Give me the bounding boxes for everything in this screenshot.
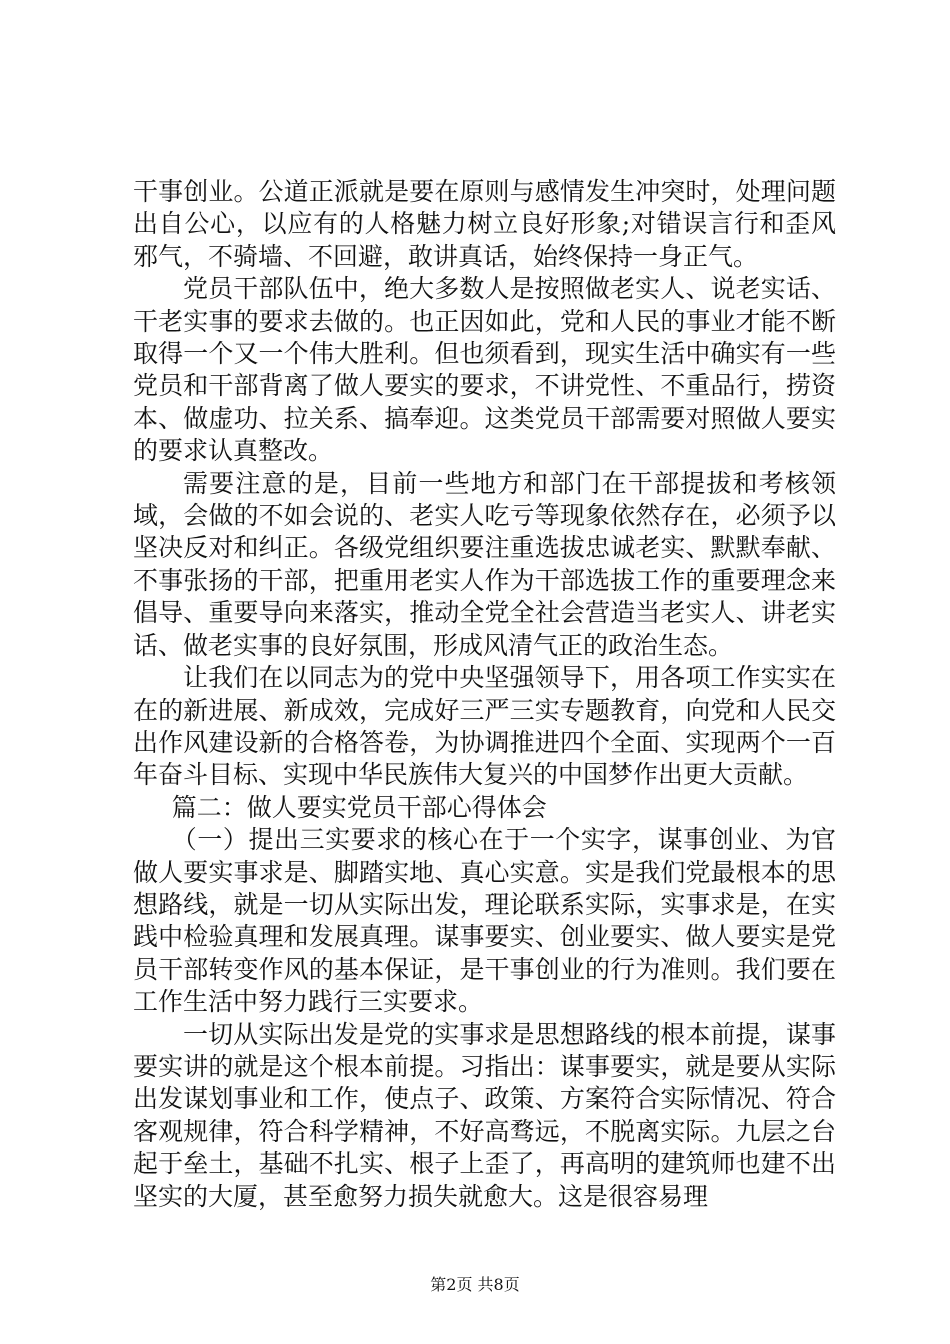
paragraph: （一）提出三实要求的核心在于一个实字，谋事创业、为官做人要实事求是、脚踏实地、真心实意。实是我们党最根本的思想路线，就是一切从实际出发，理论联系实际，实事求是，在实践中检验真理和发展真理。谋事要实、创业要实、做人要实是党员干部转变作风的基本保证，是干事创业的行为准则。我们要在工作生活中努力践行三实要求。 — [133, 825, 836, 1017]
page-number-footer: 第2页 共8页 — [430, 1275, 520, 1294]
paragraph: 党员干部队伍中，绝大多数人是按照做老实人、说老实话、干老实事的要求去做的。也正因如此，党和人民的事业才能不断取得一个又一个伟大胜利。但也须看到，现实生活中确实有一些党员和干部背离了做人要实的要求，不讲党性、不重品行，捞资本、做虚功、拉关系、搞奉迎。这类党员干部需要对照做人要实的要求认真整改。 — [133, 274, 836, 466]
paragraph: 一切从实际出发是党的实事求是思想路线的根本前提，谋事要实讲的就是这个根本前提。习指出：谋事要实，就是要从实际出发谋划事业和工作，使点子、政策、方案符合实际情况、符合客观规律，符合科学精神，不好高骛远，不脱离实际。九层之台起于垒土，基础不扎实、根子上歪了，再高明的建筑师也建不出坚实的大厦，甚至愈努力损失就愈大。这是很容易理 — [133, 1019, 836, 1211]
document-body — [133, 176, 836, 1213]
paragraph: 让我们在以同志为的党中央坚强领导下，用各项工作实实在在的新进展、新成效，完成好三严三实专题教育，向党和人民交出作风建设新的合格答卷，为协调推进四个全面、实现两个一百年奋斗目标、实现中华民族伟大复兴的中国梦作出更大贡献。 — [133, 663, 836, 790]
paragraph: 需要注意的是，目前一些地方和部门在干部提拔和考核领域，会做的不如会说的、老实人吃亏等现象依然存在，必须予以坚决反对和纠正。各级党组织要注重选拔忠诚老实、默默奉献、不事张扬的干部，把重用老实人作为干部选拔工作的重要理念来倡导、重要导向来落实，推动全党全社会营造当老实人、讲老实话、做老实事的良好氛围，形成风清气正的政治生态。 — [133, 468, 836, 660]
section-heading: 篇二：做人要实党员干部心得体会 — [171, 792, 547, 822]
paragraph: 干事创业。公道正派就是要在原则与感情发生冲突时，处理问题出自公心，以应有的人格魅力树立良好形象;对错误言行和歪风邪气，不骑墙、不回避，敢讲真话，始终保持一身正气。 — [133, 177, 836, 271]
